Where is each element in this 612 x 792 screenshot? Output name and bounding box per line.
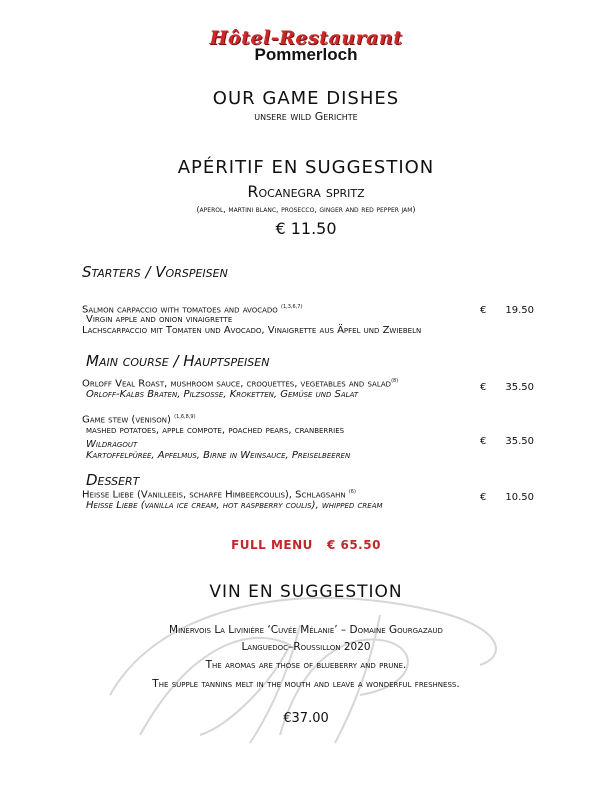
item-allergens: (8) — [391, 378, 399, 384]
item-allergens: (6) — [348, 489, 356, 495]
wine-note-aromas: The aromas are those of blueberry and prune. — [205, 659, 407, 671]
item-currency: € — [480, 492, 487, 503]
wine-region: Languedoc–Roussillon 2020 — [241, 641, 371, 653]
aperitif-name: Rocanegra spritz — [247, 182, 365, 201]
item-price: 10.50 — [505, 492, 534, 503]
logo-script-text: Hôtel-Restaurant — [209, 27, 403, 49]
item-allergens: (1,6,8,9) — [174, 414, 196, 420]
aperitif-title: APÉRITIF EN SUGGESTION — [177, 157, 435, 178]
page-title: OUR GAME DISHES — [212, 88, 400, 109]
menu-item-heisse-liebe — [82, 489, 482, 511]
item-translation: Heisse Liebe (vanilla ice cream, hot raspberry coulis), whipped cream — [86, 500, 383, 512]
item-translation: Orloff-Kalbs Braten, Pilzsosse, Kroketten, Gemüse und Salat — [86, 389, 359, 401]
item-translation-detail: Kartoffelpüree, Apfelmus, Birne in Weinsauce, Preiselbeeren — [86, 450, 351, 462]
item-name: Game stew (venison) — [82, 414, 171, 426]
item-name: Heisse Liebe (Vanilleeis, scharfe Himbeercoulis), Schlagsahn — [82, 489, 346, 501]
hotel-logo — [0, 27, 612, 65]
section-starters: Starters / Vorspeisen — [82, 263, 228, 281]
item-currency: € — [480, 436, 487, 447]
item-price: 19.50 — [505, 305, 534, 316]
wine-name: Minervois La Livinière ‘Cuvée Mélanie’ – Domaine Gourgazaud — [169, 624, 443, 636]
aperitif-ingredients: (aperol, martini blanc, prosecco, ginger and red pepper jam) — [196, 205, 416, 214]
item-description: mashed potatoes, apple compote, poached pears, cranberries — [86, 425, 345, 437]
full-menu-price: € 65.50 — [326, 538, 381, 552]
item-price: 35.50 — [505, 436, 534, 447]
full-menu-label: FULL MENU — [231, 538, 313, 552]
wine-note-tannins: The supple tannins melt in the mouth and leave a wonderful freshness. — [152, 678, 460, 690]
item-allergens: (1,3,6,7) — [281, 304, 303, 310]
logo-name-text: Pommerloch — [254, 45, 358, 64]
item-currency: € — [480, 382, 487, 393]
item-name: Orloff Veal Roast, mushroom sauce, croquettes, vegetables and salad — [82, 378, 392, 390]
section-dessert: Dessert — [86, 471, 140, 489]
item-name: Salmon carpaccio with tomatoes and avocado — [82, 304, 278, 316]
menu-item-veal-roast — [82, 378, 482, 400]
section-main-course: Main course / Hauptspeisen — [86, 352, 270, 370]
item-translation: Wildragout — [86, 439, 138, 451]
item-price: 35.50 — [505, 382, 534, 393]
wine-price: €37.00 — [283, 711, 329, 726]
aperitif-price: € 11.50 — [275, 219, 337, 238]
full-menu-line — [0, 538, 612, 552]
item-description: Virgin apple and onion vinaigrette — [86, 314, 233, 326]
page-subtitle: unsere wild Gerichte — [254, 110, 358, 123]
item-translation: Lachscarpaccio mit Tomaten und Avocado, Vinaigrette aus Äpfel und Zwiebeln — [82, 325, 422, 337]
item-currency: € — [480, 305, 487, 316]
wine-title: VIN EN SUGGESTION — [209, 582, 403, 602]
menu-item-game-stew — [82, 414, 482, 461]
menu-item-salmon — [82, 304, 482, 336]
